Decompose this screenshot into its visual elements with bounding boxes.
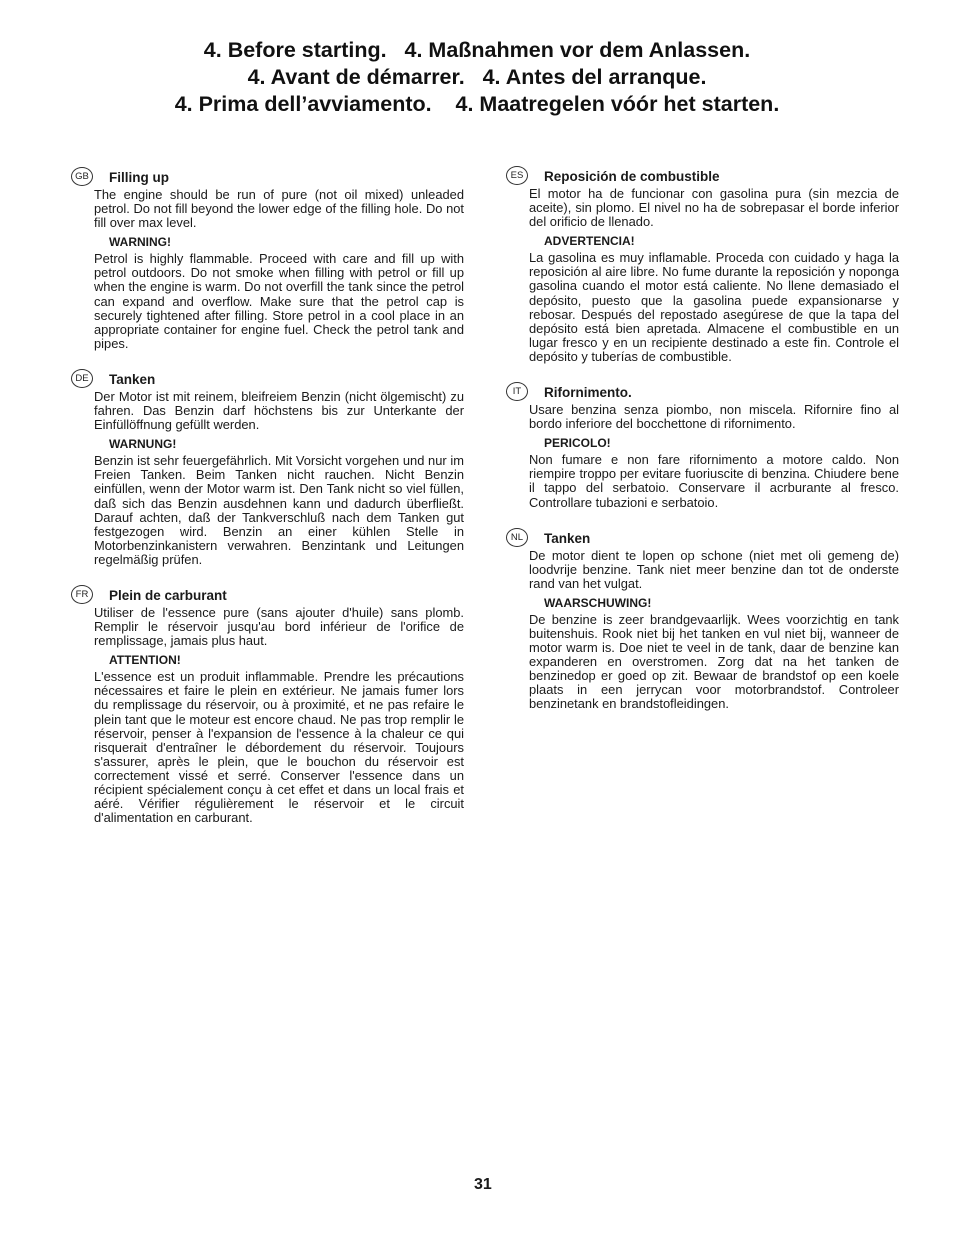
section-it <box>512 385 899 510</box>
section-heading: Tanken <box>544 530 591 546</box>
language-badge: DE <box>71 369 93 388</box>
warning-label: ATTENTION! <box>109 653 181 668</box>
section-fr <box>75 587 464 826</box>
warning-text: Benzin ist sehr feuergefährlich. Mit Vorsicht vorgehen und nur im Freien Tanken. Beim Tanken nicht rauchen. Nicht Benzin einfüllen, wenn der Motor warm ist. Den Tank nicht so viel füllen, daß sich das Benzin ausdehnen kann und dadurch überfließt. Darauf achten, daß der Tankverschluß nach dem Tanken gut festgezogen wird. Benzin an einer kühlen Stelle in Motorbenzinkanistern verwahren. Benzintank und Leitungen regelmäßig prüfen. <box>94 453 464 567</box>
warning-text: Petrol is highly flammable. Proceed with care and fill up with petrol outdoors. Do not smoke when filling with petrol or fill up when the engine is warm. Do not overfill the tank since the petrol can expand and overflow. Make sure that the petrol cap is securely tightened after filling. Store petrol in a cool place in an appropriate container for engine fuel. Check the petrol tank and pipes. <box>94 251 464 351</box>
language-badge: ES <box>506 166 528 185</box>
section-text: The engine should be run of pure (not oil mixed) unleaded petrol. Do not fill beyond the lower edge of the filling hole. Do not fill over max level. <box>94 187 464 231</box>
section-text: Der Motor ist mit reinem, bleifreiem Benzin (nicht ölgemischt) zu fahren. Das Benzin darf höchstens bis zur Unterkante der Einfüllöffnung gefüllt werden. <box>94 388 464 433</box>
section-heading: Tanken <box>109 371 156 387</box>
language-badge: IT <box>506 382 528 401</box>
warning-text: La gasolina es muy inflamable. Proceda con cuidado y haga la reposición al aire libre. No fume durante la reposición y noponga gasolina cuando el motor está caliente. No llene demasiado el depósito, puesto que la gasolina puede expansionarse y rebosar. Después del repostado asegúrese de que la tapa del depósito está bien apretada. Almacene el combustible en un lugar fresco y en un recipiente destinado a este fin. Controle el depósito y tuberías de combustible. <box>529 250 899 364</box>
section-de <box>75 371 464 567</box>
section-text: Utiliser de l'essence pure (sans ajouter d'huile) sans plomb. Remplir le réservoir jusqu'au bord inférieur de l'orifice de remplissage, jamais plus haut. <box>94 604 464 649</box>
section-heading: Reposición de combustible <box>544 169 720 184</box>
language-badge: GB <box>71 167 93 186</box>
title-line: 4. Avant de démarrer. 4. Antes del arranque. <box>247 65 707 89</box>
section-text: El motor ha de funcionar con gasolina pura (sin mezcia de aceite), sin plomo. El nivel no ha de sobrepasar el borde inferior del orificio de llenado. <box>529 186 899 230</box>
warning-text: De benzine is zeer brandgevaarlijk. Wees voorzichtig en tank buitenshuis. Rook niet bij het tanken en vul niet bij, wanneer de motor warm is. Doe niet te veel in de tank, daar de benzine kan expanderen en overstromen. Zorg dat na het tanken de benzinedop er goed op zit. Bewaar de brandstof op een koele plaats in een jerrycan voor motorbrandstof. Controleer benzinetank en brandstofleidingen. <box>529 611 899 712</box>
left-column <box>75 170 464 826</box>
section-gb <box>75 170 464 351</box>
page-number: 31 <box>474 1176 492 1193</box>
page-title <box>0 37 954 118</box>
language-badge: FR <box>71 585 93 604</box>
warning-label: WARNUNG! <box>109 437 177 452</box>
section-es <box>510 169 899 364</box>
section-nl <box>510 530 899 712</box>
warning-label: PERICOLO! <box>544 436 611 451</box>
right-column <box>510 169 899 712</box>
section-heading: Plein de carburant <box>109 587 227 603</box>
warning-text: L'essence est un produit inflammable. Prendre les précautions nécessaires et faire le plein en extérieur. Ne jamais fumer lors du remplissage du réservoir, ou à proximité, et ne pas refaire le plein tant que le moteur est encore chaud. Ne pas trop remplir le réservoir, penser à l'expansion de l'essence à la chaleur ce qui risquerait d'entraîner le débordement du réservoir. Toujours s'assurer, après le plein, que le bouchon du réservoir est correctement vissé et serré. Conserver l'essence dans un récipient spécialement conçu à cet effet et dans un local frais et aéré. Vérifier régulièrement le réservoir et le circuit d'alimentation en carburant. <box>94 669 464 826</box>
title-line: 4. Before starting. 4. Maßnahmen vor dem Anlassen. <box>203 38 751 62</box>
section-text: De motor dient te lopen op schone (niet met oli gemeng de) loodvrije benzine. Tank niet meer benzine dan tot de onderste rand van het vulgat. <box>529 547 899 591</box>
warning-text: Non fumare e non fare rifornimento a motore caldo. Non riempire troppo per evitare fuoriuscite di benzina. Chiudere bene il tappo del serbatoio. Conservare il acrburante al fresco. Controllare tubazioni e serbatoio. <box>529 452 899 510</box>
section-text: Usare benzina senza piombo, non miscela. Rifornire fino al bordo inferiore del bocchettone di rifornimento. <box>529 402 899 432</box>
warning-label: WAARSCHUWING! <box>544 595 652 610</box>
warning-label: ADVERTENCIA! <box>544 234 635 249</box>
section-heading: Rifornimento. <box>544 385 632 401</box>
title-line: 4. Prima dell’avviamento. 4. Maatregelen vóór het starten. <box>174 92 780 116</box>
warning-label: WARNING! <box>109 235 171 250</box>
language-badge: NL <box>506 528 528 547</box>
section-heading: Filling up <box>109 170 169 185</box>
